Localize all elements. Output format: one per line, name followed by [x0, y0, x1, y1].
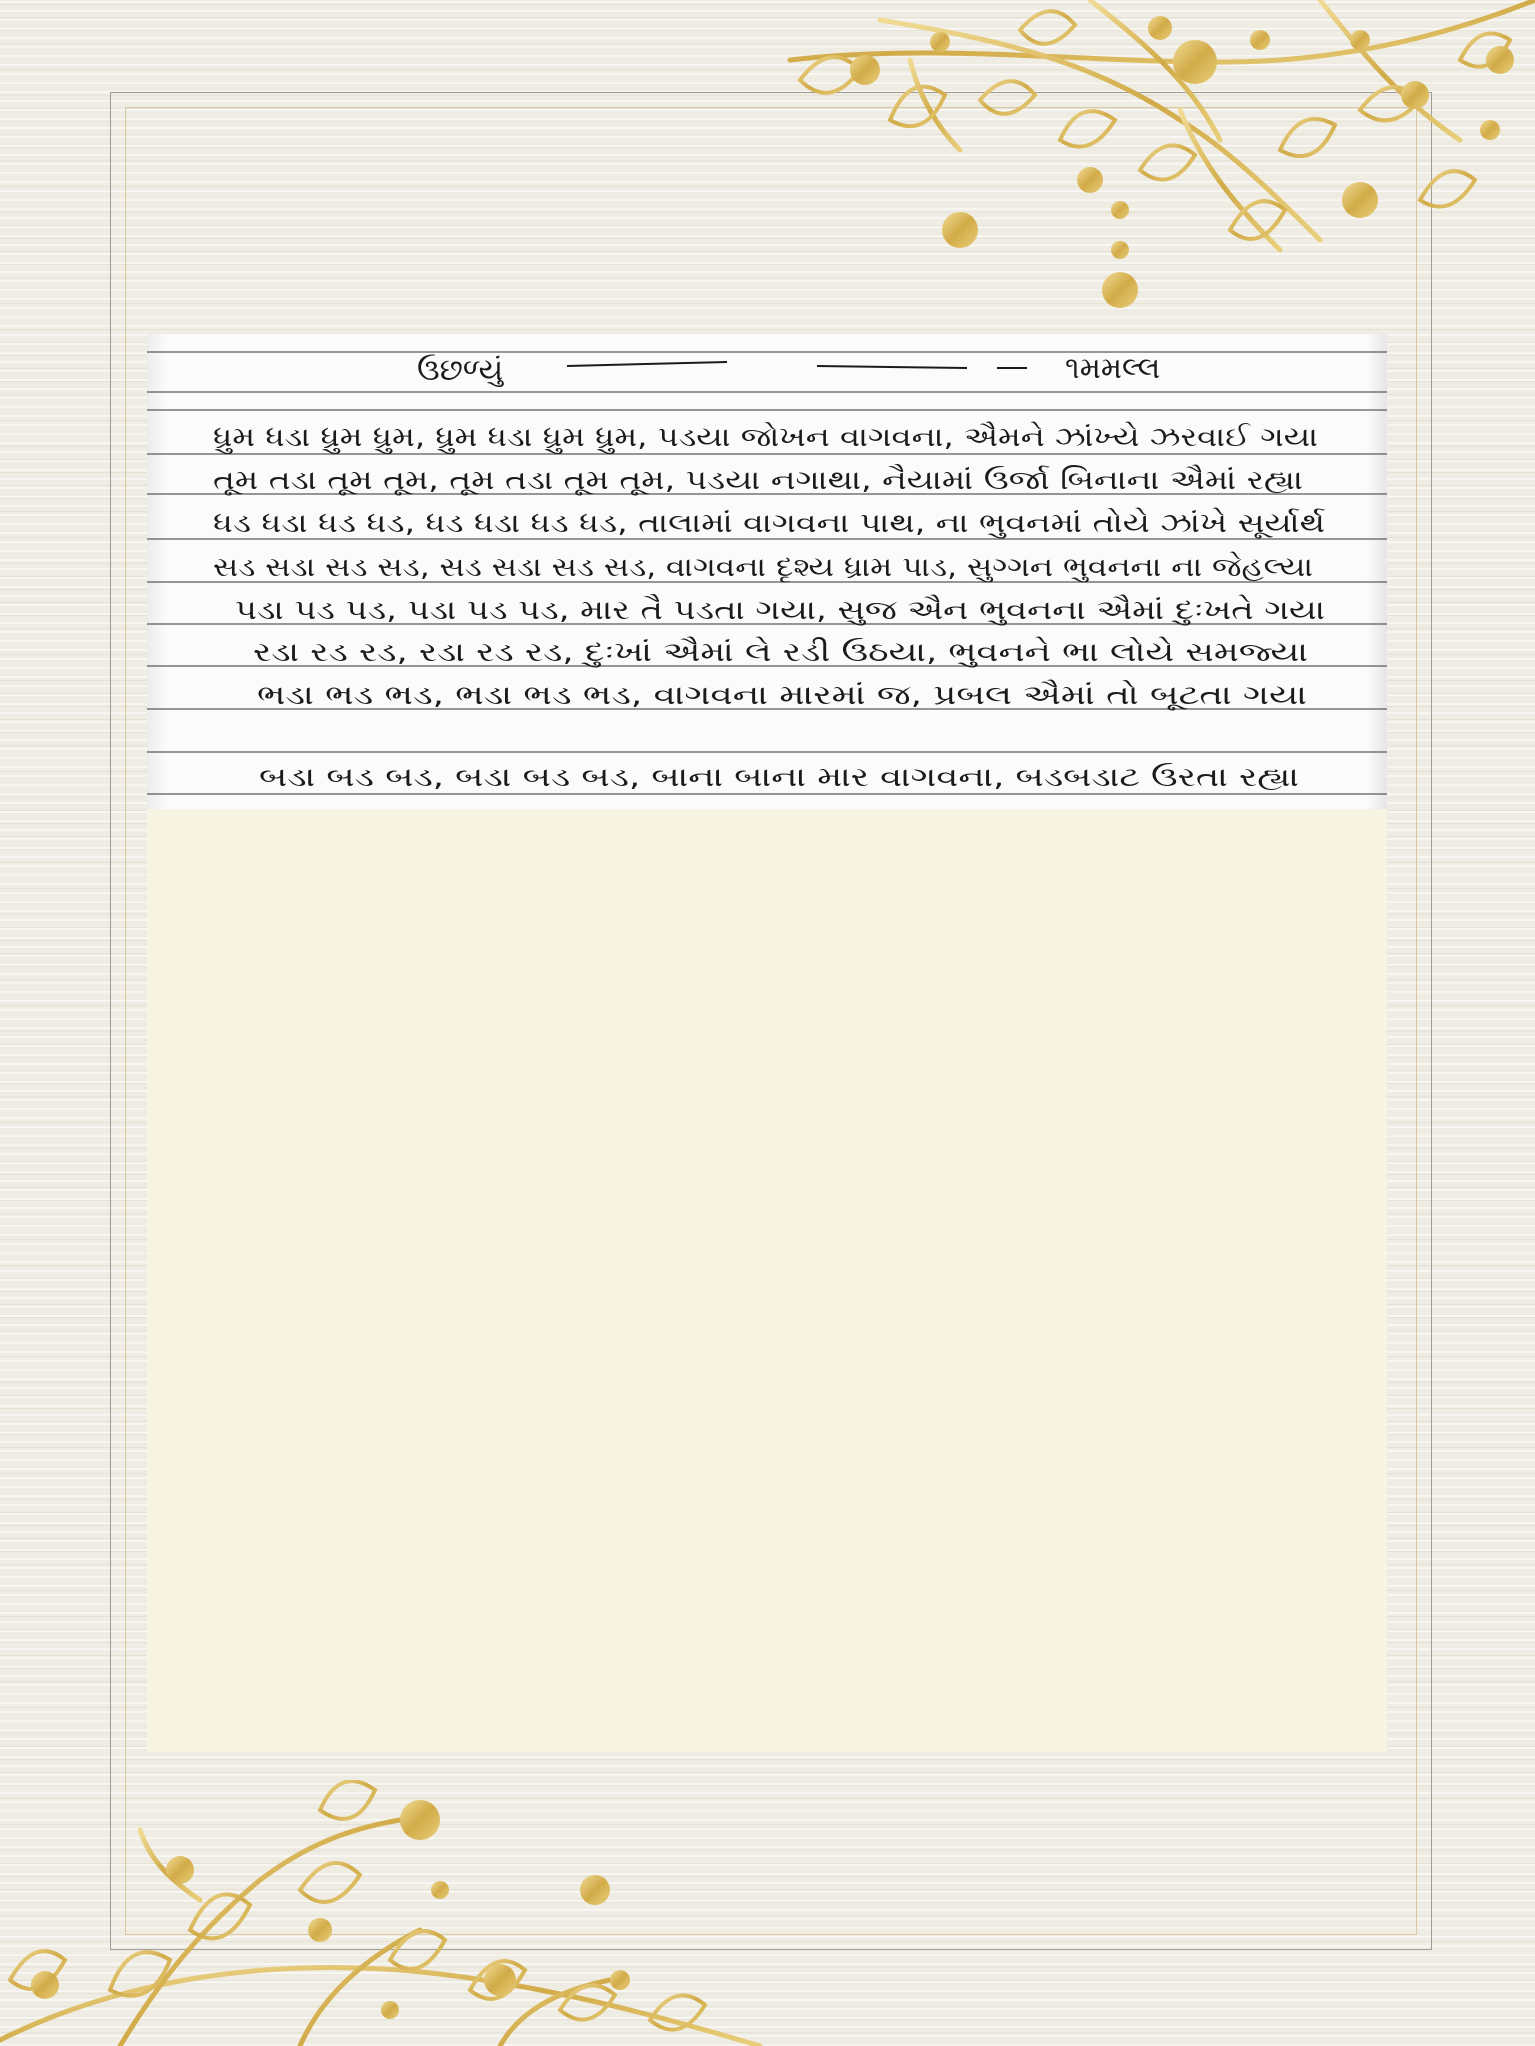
header-left-text: ઉછળ્યું [417, 353, 504, 388]
handwritten-line-4: સડ સડા સડ સડ, સડ સડા સડ સડ, વાગવના દૃશ્ય ધ્રામ પાડ, સુગ્ગન ભુવનના ના જેહલ્યા [213, 552, 1313, 583]
handwritten-line-1: ધ્રુમ ધડા ધ્રુમ ધ્રુમ, ધ્રુમ ધડા ધ્રુમ ધ્રુમ, પડયા જોખન વાગવના, ઐમને ઝાંખ્યે ઝરવાઈ ગયા [213, 422, 1140, 453]
handwritten-scan [147, 334, 1387, 809]
header-dashes [567, 362, 1027, 368]
handwritten-line-6: રડા રડ રડ, રડા રડ રડ, દુઃખાં ઐમાં લે રડી ઉઠયા, ભુવનને ભા લોયે સમજ્યા [253, 637, 1308, 668]
handwritten-line-3: ધડ ધડા ધડ ધડ, ધડ ધડા ધડ ધડ, તાલામાં વાગવના પાથ, ના ભુવનમાં તોયે ઝાંખે સૂર્યાર્થ [213, 508, 1325, 539]
gold-leaf-branch-bottom-left-icon [0, 1780, 780, 2046]
handwritten-line-2: તૂમ તડા તૂમ તૂમ, તૂમ તડા તૂમ તૂમ, પડયા નગાથા, નૈયામાં ઉર્જા બિનાના ઐમાં રહ્યા [213, 465, 1303, 496]
ruled-paper [147, 334, 1387, 809]
header-right-text: ૧મમલ્લ [1065, 351, 1161, 386]
handwritten-line-5: પડા પડ પડ, પડા પડ પડ, માર તૈ પડતા ગયા, સુજ ઐન ભુવનના ઐમાં દુઃખતે ગયા [235, 595, 1325, 626]
handwritten-line-8: બડા બડ બડ, બડા બડ બડ, બાના બાના માર વાગવના, બડબડાટ ઉરતા રહ્યા [259, 762, 1299, 793]
handwritten-line-7: ભડા ભડ ભડ, ભડા ભડ ભડ, વાગવના મારમાં જ, પ્રબલ ઐમાં તો બૂટતા ગયા [257, 680, 1307, 711]
gold-leaf-branch-top-right-icon [760, 0, 1535, 310]
